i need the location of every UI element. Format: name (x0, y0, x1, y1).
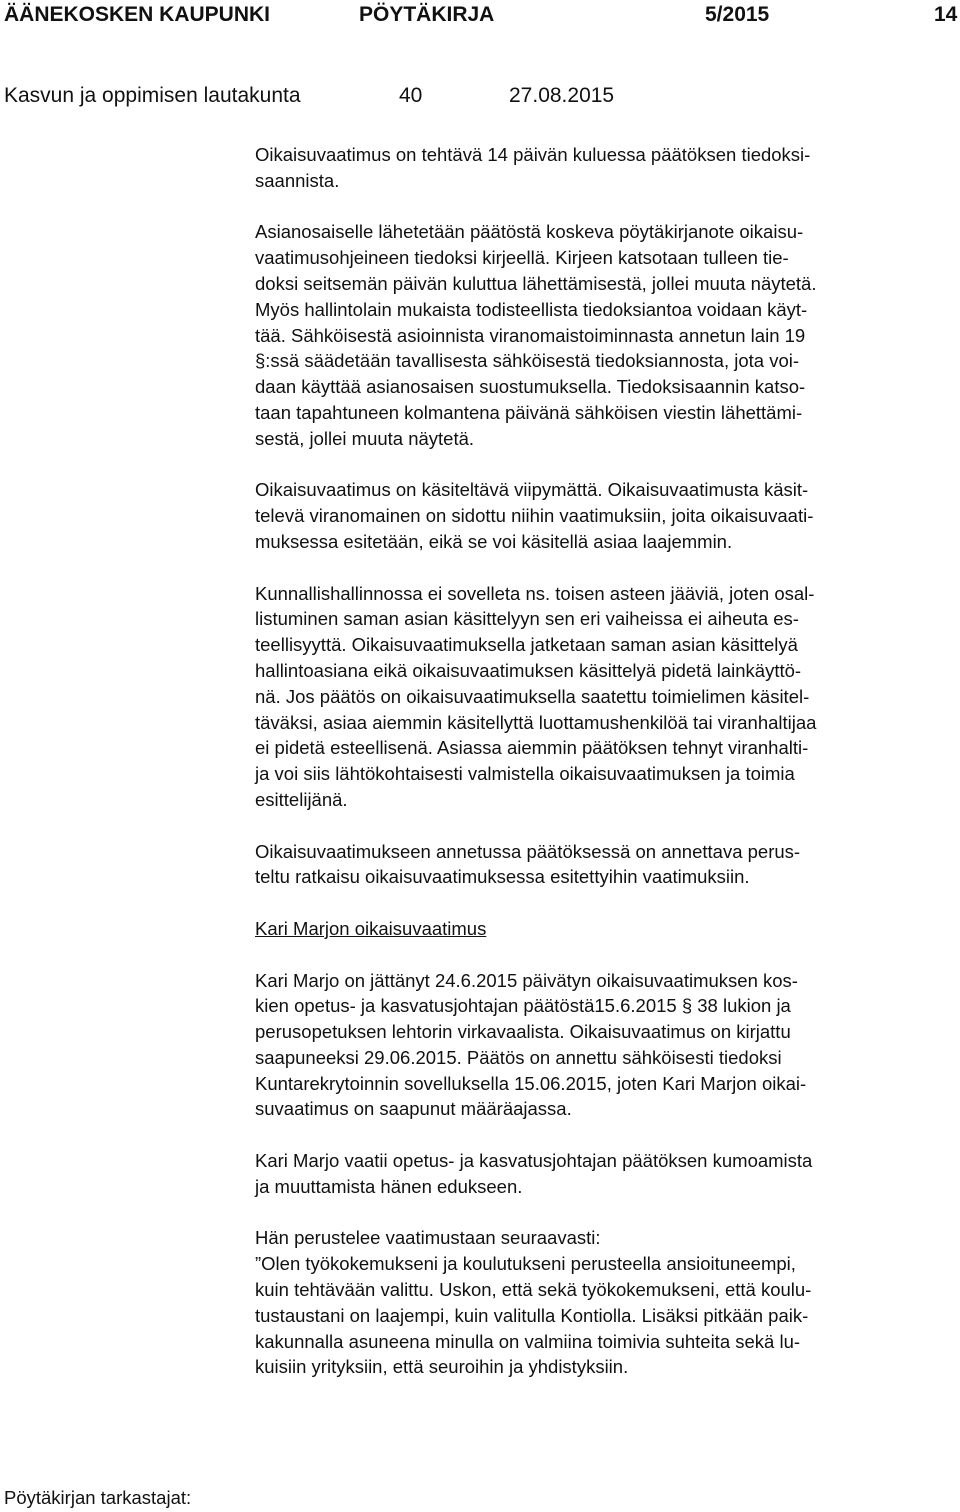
text-line: taan tapahtuneen kolmantena päivänä sähköisen viestin lähettämi- (255, 401, 803, 423)
section-heading-text: Kari Marjon oikaisuvaatimus (255, 917, 487, 939)
text-line: ja muuttamista hänen edukseen. (255, 1175, 523, 1197)
minutes-checkers-label: Pöytäkirjan tarkastajat: (4, 1487, 192, 1508)
document-body (255, 142, 955, 1380)
paragraph-gap (255, 813, 955, 839)
page-number: 14 (934, 3, 958, 26)
text-line: televä viranomainen on sidottu niihin vaatimuksiin, joita oikaisuvaati- (255, 505, 814, 527)
paragraph-gap (255, 1200, 955, 1226)
paragraph-gap (255, 452, 955, 478)
text-line: Kari Marjo on jättänyt 24.6.2015 päivätyn oikaisuvaatimuksen kos- (255, 969, 798, 991)
text-line: daan käyttää asianosaisen suostumuksella. Tiedoksisaannin katso- (255, 376, 806, 398)
appeal-reasons-paragraph (255, 1225, 955, 1380)
text-line: täväksi, asiaa aiemmin käsitellyttä luottamushenkilöä tai viranhaltijaa (255, 711, 817, 733)
appeal-deadline-paragraph (255, 142, 955, 194)
text-line: esittelijänä. (255, 788, 348, 810)
text-line: Kunnallishallinnossa ei sovelleta ns. toisen asteen jääviä, joten osal- (255, 582, 815, 604)
text-line: kakunnalla asuneena minulla on valmiina toimivia suhteita sekä lu- (255, 1330, 801, 1352)
paragraph-gap (255, 890, 955, 916)
text-line: saannista. (255, 169, 340, 191)
text-line: tää. Sähköisestä asioinnista viranomaistoiminnasta annetun lain 19 (255, 324, 806, 346)
text-line: vaatimusohjeineen tiedoksi kirjeellä. Kirjeen katsotaan tulleen tie- (255, 247, 789, 269)
meeting-number: 5/2015 (705, 3, 770, 26)
text-line: teltu ratkaisu oikaisuvaatimuksessa esitettyihin vaatimuksiin. (255, 866, 750, 888)
text-line: ”Olen työkokemukseni ja koulutukseni perusteella ansioituneempi, (255, 1253, 796, 1275)
text-line: teellisyyttä. Oikaisuvaatimuksella jatketaan saman asian käsittelyä (255, 634, 798, 656)
text-line: Oikaisuvaatimus on tehtävä 14 päivän kuluessa päätöksen tiedoksi- (255, 144, 811, 165)
appeal-submission-paragraph (255, 968, 955, 1123)
processing-paragraph (255, 477, 955, 554)
decision-requirement-paragraph (255, 839, 955, 891)
paragraph-gap (255, 555, 955, 581)
section-number: 40 (399, 84, 423, 107)
text-line: nä. Jos päätös on oikaisuvaatimuksella saatettu toimielimen käsitel- (255, 685, 810, 707)
meeting-date: 27.08.2015 (509, 84, 615, 107)
paragraph-gap (255, 1122, 955, 1148)
disqualification-paragraph (255, 581, 955, 813)
section-heading (255, 916, 955, 942)
text-line: Kuntarekrytoinnin sovelluksella 15.06.2015, joten Kari Marjon oikai- (255, 1072, 807, 1094)
paragraph-gap (255, 194, 955, 220)
text-line: Oikaisuvaatimus on käsiteltävä viipymättä. Oikaisuvaatimusta käsit- (255, 479, 809, 501)
document-type: PÖYTÄKIRJA (359, 3, 495, 26)
text-line: Hän perustelee vaatimustaan seuraavasti: (255, 1227, 601, 1249)
text-line: §:ssä säädetään tavallisesta sähköisestä tiedoksiannosta, jota voi- (255, 350, 800, 372)
appeal-demand-paragraph (255, 1148, 955, 1200)
text-line: Myös hallintolain mukaista todisteellista tiedoksiantoa voidaan käyt- (255, 298, 808, 320)
text-line: perusopetuksen lehtorin virkavaalista. Oikaisuvaatimus on kirjattu (255, 1021, 791, 1043)
text-line: sestä, jollei muuta näytetä. (255, 427, 475, 449)
text-line: suvaatimus on saapunut määräajassa. (255, 1098, 572, 1120)
text-line: listuminen saman asian käsittelyyn sen eri vaiheissa ei aiheuta es- (255, 608, 799, 630)
text-line: kien opetus- ja kasvatusjohtajan päätöstä15.6.2015 § 38 lukion ja (255, 995, 791, 1017)
organization-name: ÄÄNEKOSKEN KAUPUNKI (4, 3, 271, 26)
text-line: Asianosaiselle lähetetään päätöstä koskeva pöytäkirjanote oikaisu- (255, 221, 804, 243)
text-line: hallintoasiana eikä oikaisuvaatimuksen käsittelyä pidetä lainkäyttö- (255, 659, 802, 681)
text-line: ja voi siis lähtökohtaisesti valmistella oikaisuvaatimuksen ja toimia (255, 763, 795, 785)
paragraph-gap (255, 942, 955, 968)
text-line: saapuneeksi 29.06.2015. Päätös on annettu sähköisesti tiedoksi (255, 1046, 782, 1068)
board-name: Kasvun ja oppimisen lautakunta (4, 84, 301, 107)
text-line: kuisiin yrityksiin, että seuroihin ja yhdistyksiin. (255, 1356, 629, 1378)
notification-paragraph (255, 219, 955, 451)
text-line: muksessa esitetään, eikä se voi käsitellä asiaa laajemmin. (255, 530, 733, 552)
text-line: Oikaisuvaatimukseen annetussa päätöksessä on annettava perus- (255, 840, 801, 862)
text-line: kuin tehtävään valittu. Uskon, että sekä työkokemukseni, että koulu- (255, 1279, 812, 1301)
text-line: ei pidetä esteellisenä. Asiassa aiemmin päätöksen tehnyt viranhalti- (255, 737, 809, 759)
text-line: doksi seitsemän päivän kuluttua lähettämisestä, jollei muuta näytetä. (255, 272, 817, 294)
text-line: Kari Marjo vaatii opetus- ja kasvatusjohtajan päätöksen kumoamista (255, 1150, 813, 1172)
text-line: tustaustani on laajempi, kuin valitulla Kontiolla. Lisäksi pitkään paik- (255, 1304, 809, 1326)
